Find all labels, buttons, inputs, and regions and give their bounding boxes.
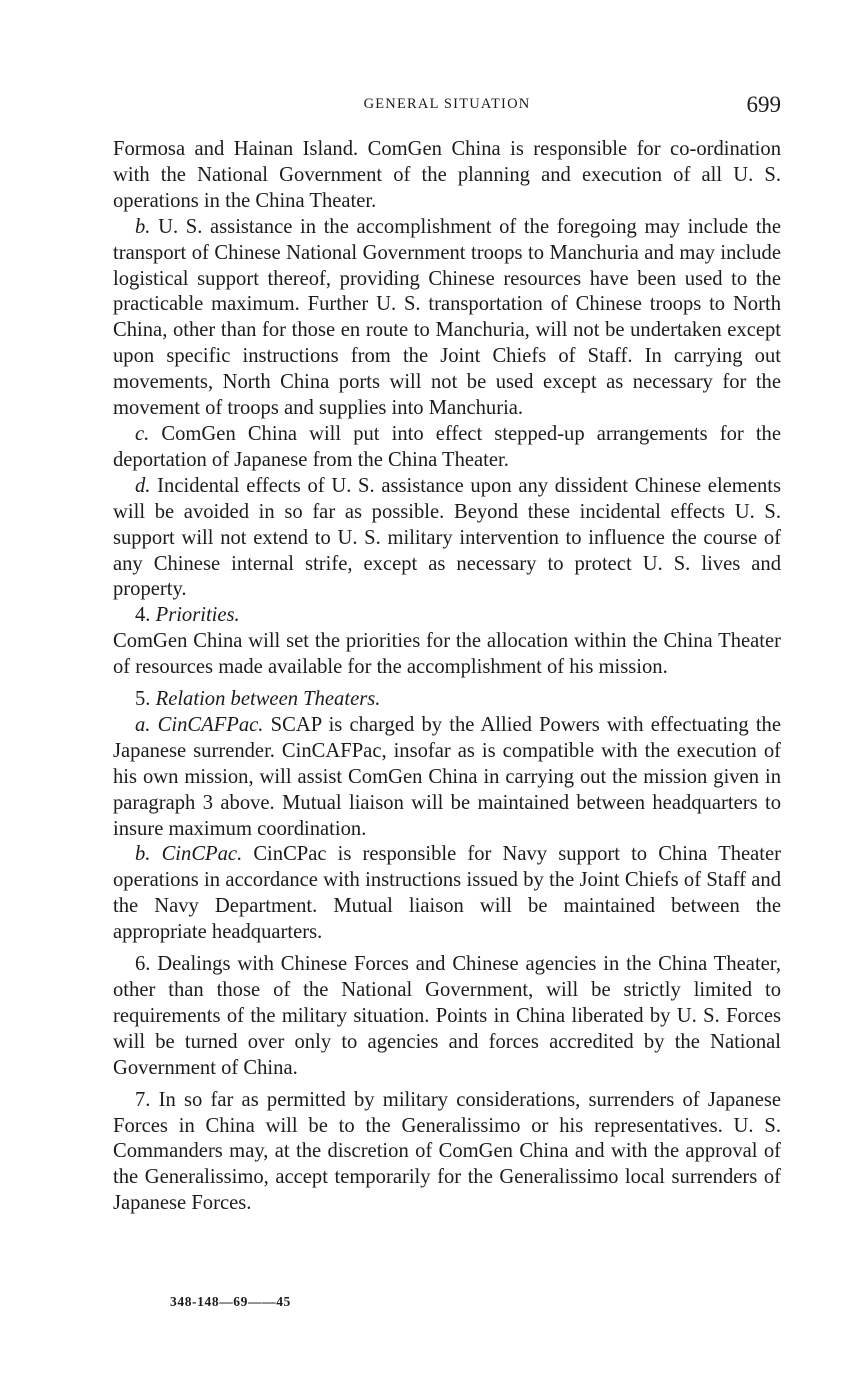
paragraph-5b xyxy=(113,842,781,946)
paragraph-text: CinCPac is responsible for Navy support to China Theater operations in accordance with instructions issued by the Joint Chiefs of Staff and the Navy Department. Mutual liaison will be maintained between the appropriate headquarters. xyxy=(113,843,781,944)
section-title: Priorities. xyxy=(155,604,240,627)
running-head xyxy=(113,92,781,122)
section-number: 5. xyxy=(135,688,151,711)
body-text xyxy=(113,137,781,1217)
paragraph-label: c. xyxy=(135,422,150,445)
section-number: 4. xyxy=(135,604,151,627)
paragraph-label: d. xyxy=(135,474,151,497)
paragraph-priorities: ComGen China will set the priorities for the allocation within the China Theater of resources made available for the accomplishment of his mission. xyxy=(113,630,781,679)
paragraph-title: CinCAFPac. xyxy=(157,713,264,736)
paragraph-3d xyxy=(113,474,781,604)
paragraph-continuation: Formosa and Hainan Island. ComGen China is responsible for co-ordination with the National Government of the planning and execution of all U. S. operations in the China Theater. xyxy=(113,138,781,212)
paragraph-5a xyxy=(113,713,781,843)
paragraph-6: 6. Dealings with Chinese Forces and Chinese agencies in the China Theater, other than those of the National Government, will be strictly limited to requirements of the military situation. Points in China liberated by U. S. Forces will be turned over only to agencies and forces accredited by the National Government of China. xyxy=(113,953,781,1079)
paragraph-text: ComGen China will put into effect stepped-up arrangements for the deportation of Japanese from the China Theater. xyxy=(113,422,781,471)
section-heading-relation xyxy=(113,687,781,713)
paragraph-text: U. S. assistance in the accomplishment of the foregoing may include the transport of Chinese National Government troops to Manchuria and may include logistical support thereof, providing Chinese resources have been used to the practicable maximum. Further U. S. transportation of Chinese troops to North China, other than for those en route to Manchuria, will not be undertaken except upon specific instructions from the Joint Chiefs of Staff. In carrying out movements, North China ports will not be used except as necessary for the movement of troops and supplies into Manchuria. xyxy=(113,215,781,420)
paragraph-7: 7. In so far as permitted by military considerations, surrenders of Japanese Forces in China will be to the Generalissimo or his representatives. U. S. Commanders may, at the discretion of ComGen China and with the approval of the Generalissimo, accept temporarily for the Generalissimo local surrenders of Japanese Forces. xyxy=(113,1088,781,1215)
section-heading-priorities xyxy=(113,603,781,629)
paragraph-label: b. xyxy=(135,843,151,866)
paragraph-3c xyxy=(113,422,781,474)
paragraph-text: Incidental effects of U. S. assistance upon any dissident Chinese elements will be avoided in so far as possible. Beyond these incidental effects U. S. support will not extend to U. S. military intervention to influence the course of any Chinese internal strife, except as necessary to protect U. S. lives and property. xyxy=(113,474,781,601)
running-title: GENERAL SITUATION xyxy=(363,96,531,112)
paragraph-3b xyxy=(113,215,781,422)
print-code: 348-148—69——45 xyxy=(170,1294,291,1309)
page-number: 699 xyxy=(746,92,781,117)
paragraph-text: SCAP is charged by the Allied Powers with effectuating the Japanese surrender. CinCAFPac, insofar as is compatible with the execution of his own mission, will assist ComGen China in carrying out the mission given in paragraph 3 above. Mutual liaison will be maintained between headquarters to insure maximum coordination. xyxy=(113,713,781,840)
paragraph-label: a. xyxy=(135,713,151,736)
paragraph-title: CinCPac. xyxy=(161,843,243,866)
paragraph-label: b. xyxy=(135,215,151,238)
section-title: Relation between Theaters. xyxy=(155,688,381,711)
